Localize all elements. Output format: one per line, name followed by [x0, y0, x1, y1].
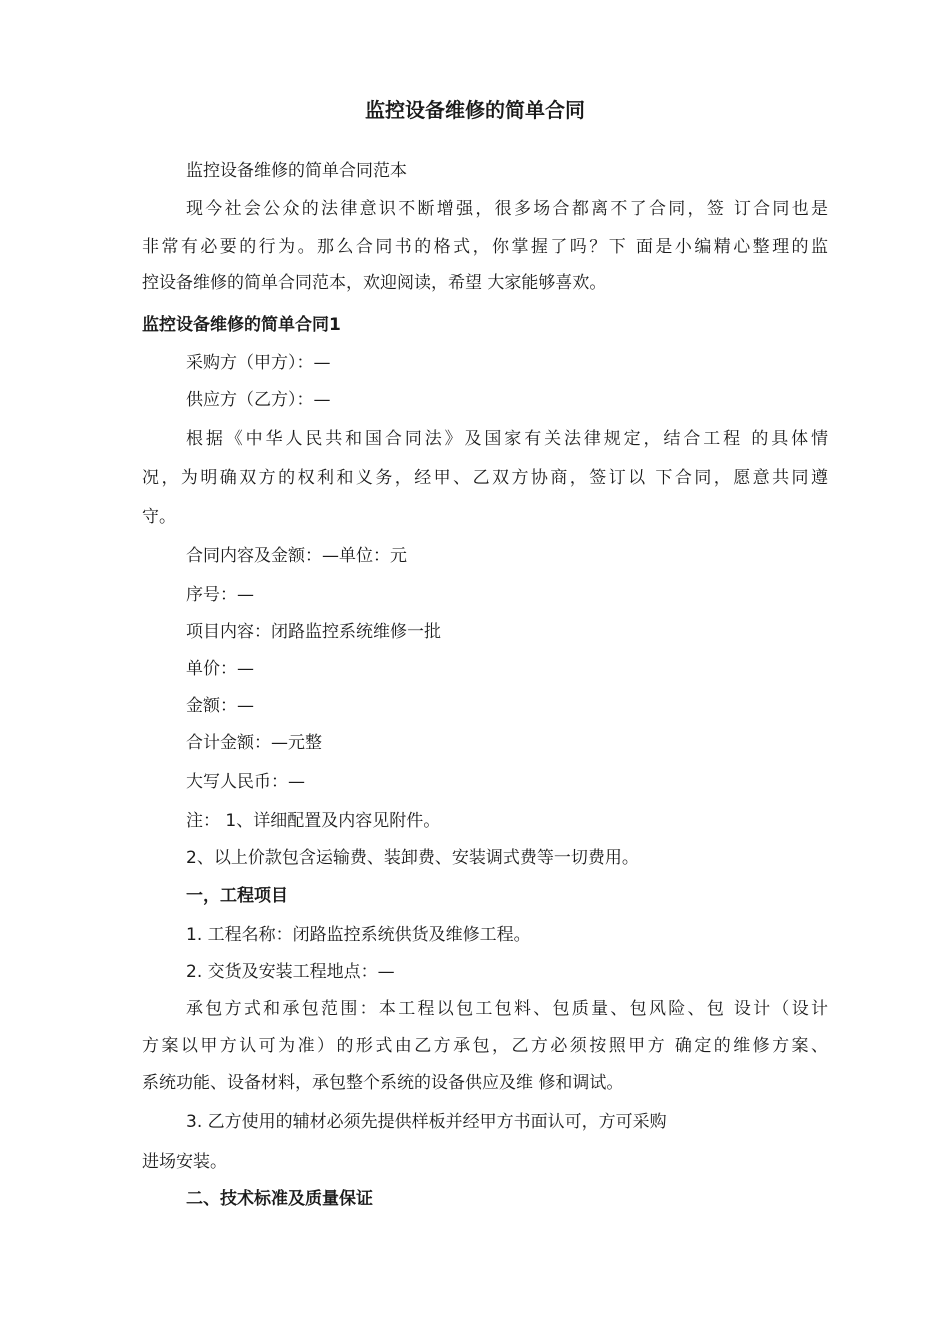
note-line: 2、以上价款包含运输费、装卸费、安装调式费等一切费用。	[186, 848, 639, 868]
unit-price-line: 单价：—	[186, 659, 254, 679]
intro-paragraph-line: 控设备维修的简单合同范本，欢迎阅读，希望 大家能够喜欢。	[142, 273, 607, 293]
subtitle: 监控设备维修的简单合同范本	[186, 161, 407, 181]
document-title: 监控设备维修的简单合同	[365, 98, 585, 122]
scope-paragraph-line: 方案以甲方认可为准）的形式由乙方承包，乙方必须按照甲方 确定的维修方案、	[142, 1036, 828, 1056]
basis-paragraph-line: 况，为明确双方的权利和义务，经甲、乙双方协商，签订以 下合同，愿意共同遵	[142, 468, 828, 488]
serial-line: 序号：—	[186, 585, 254, 605]
note-line: 注： 1、详细配置及内容见附件。	[186, 811, 441, 831]
basis-paragraph-line: 守。	[142, 507, 176, 527]
buyer-line: 采购方（甲方）：—	[186, 353, 331, 373]
section-heading: 一，工程项目	[186, 886, 288, 906]
supplier-line: 供应方（乙方）：—	[186, 390, 331, 410]
item-line: 项目内容：闭路监控系统维修一批	[186, 622, 441, 642]
section-heading: 二、技术标准及质量保证	[186, 1189, 373, 1209]
intro-paragraph-line: 现今社会公众的法律意识不断增强，很多场合都离不了合同，签 订合同也是	[186, 199, 828, 219]
basis-paragraph-line: 根据《中华人民共和国合同法》及国家有关法律规定，结合工程 的具体情	[186, 429, 828, 449]
scope-paragraph-line: 系统功能、设备材料，承包整个系统的设备供应及维 修和调试。	[142, 1073, 624, 1093]
total-line: 合计金额：—元整	[186, 733, 322, 753]
project-site-line: 2. 交货及安装工程地点：—	[186, 962, 395, 982]
intro-paragraph-line: 非常有必要的行为。那么合同书的格式，你掌握了吗？下 面是小编精心整理的监	[142, 237, 828, 257]
capital-rmb-line: 大写人民币：—	[186, 772, 305, 792]
content-amount-line: 合同内容及金额：—单位：元	[186, 546, 407, 566]
contract-heading: 监控设备维修的简单合同1	[142, 315, 341, 335]
scope-paragraph-line: 承包方式和承包范围：本工程以包工包料、包质量、包风险、包 设计（设计	[186, 999, 828, 1019]
materials-paragraph-line: 进场安装。	[142, 1152, 227, 1172]
materials-paragraph-line: 3. 乙方使用的辅材必须先提供样板并经甲方书面认可，方可采购	[186, 1112, 667, 1132]
project-name-line: 1. 工程名称：闭路监控系统供货及维修工程。	[186, 925, 531, 945]
amount-line: 金额：—	[186, 696, 254, 716]
